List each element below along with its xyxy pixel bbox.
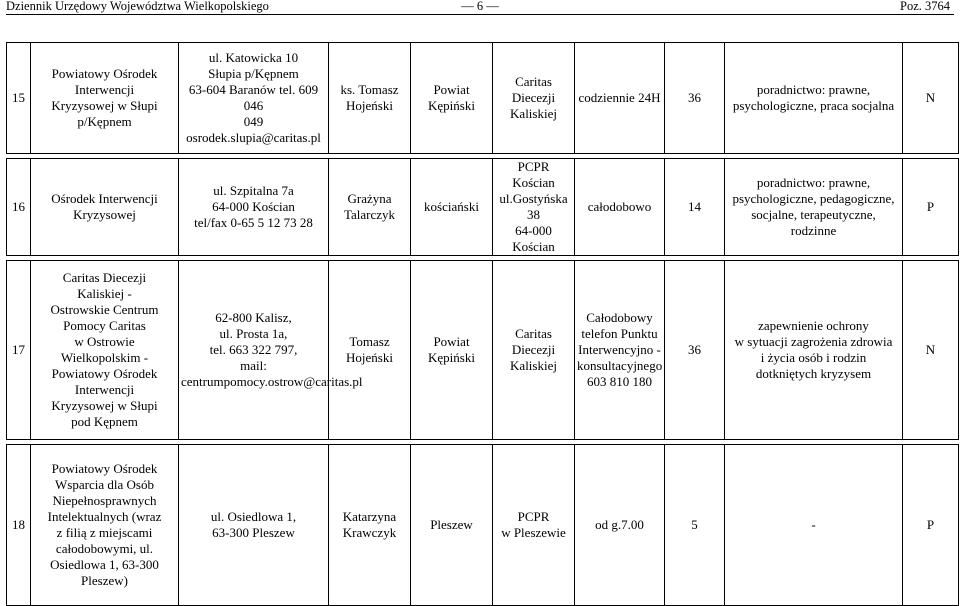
page-header <box>6 0 954 15</box>
opening-hours-cell: Całodobowy telefon Punktu Interwencyjno - konsultacyjnego 603 810 180 <box>575 261 665 440</box>
opening-hours-cell: całodobowo <box>575 159 665 256</box>
journal-title: Dziennik Urzędowy Województwa Wielkopolskiego <box>6 0 269 13</box>
facility-name-cell: Powiatowy Ośrodek Wsparcia dla Osób Niepełnosprawnych Intelektualnych (wraz z filią z miejscami całodobowymi, ul. Osiedlowa 1, 63-300 Pleszew) <box>31 445 179 606</box>
contact-person-cell: Tomasz Hojeński <box>329 261 411 440</box>
service-area-cell: Powiat Kępiński <box>411 43 493 154</box>
table-body <box>7 43 959 606</box>
contact-person-cell: Katarzyna Krawczyk <box>329 445 411 606</box>
position-number: Poz. 3764 <box>900 0 950 13</box>
services-cell: poradnictwo: prawne, psychologiczne, pedagogiczne, socjalne, terapeutyczne, rodzinne <box>725 159 903 256</box>
facility-type-cell: P <box>903 159 959 256</box>
contact-person-cell: Grażyna Talarczyk <box>329 159 411 256</box>
facility-name-cell: Caritas Diecezji Kaliskiej - Ostrowskie Centrum Pomocy Caritas w Ostrowie Wielkopolskim - Powiatowy Ośrodek Interwencji Kryzysowej w Słupi pod Kępnem <box>31 261 179 440</box>
row-number-cell: 16 <box>7 159 31 256</box>
facility-address-cell: ul. Szpitalna 7a 64-000 Kościan tel/fax 0-65 5 12 73 28 <box>179 159 329 256</box>
operator-cell: Caritas Diecezji Kaliskiej <box>493 43 575 154</box>
service-area-cell: kościański <box>411 159 493 256</box>
contact-person-cell: ks. Tomasz Hojeński <box>329 43 411 154</box>
table-row <box>7 261 959 440</box>
table-row <box>7 445 959 606</box>
row-number-cell: 18 <box>7 445 31 606</box>
operator-cell: PCPR Kościan ul.Gostyńska 38 64-000 Kościan <box>493 159 575 256</box>
facility-type-cell: N <box>903 261 959 440</box>
places-count-cell: 5 <box>665 445 725 606</box>
opening-hours-cell: codziennie 24H <box>575 43 665 154</box>
facility-type-cell: N <box>903 43 959 154</box>
table-row <box>7 159 959 256</box>
facility-name-cell: Ośrodek Interwencji Kryzysowej <box>31 159 179 256</box>
facility-address-cell: ul. Katowicka 10 Słupia p/Kępnem 63-604 Baranów tel. 609 046 049 osrodek.slupia@caritas.pl <box>179 43 329 154</box>
page-number: — 6 — <box>461 0 499 13</box>
service-area-cell: Powiat Kępiński <box>411 261 493 440</box>
operator-cell: Caritas Diecezji Kaliskiej <box>493 261 575 440</box>
facility-address-cell: ul. Osiedlowa 1, 63-300 Pleszew <box>179 445 329 606</box>
services-cell: - <box>725 445 903 606</box>
row-number-cell: 17 <box>7 261 31 440</box>
table-row <box>7 43 959 154</box>
places-count-cell: 36 <box>665 261 725 440</box>
places-count-cell: 14 <box>665 159 725 256</box>
facility-address-cell: 62-800 Kalisz, ul. Prosta 1a, tel. 663 322 797, mail: centrumpomocy.ostrow@caritas.pl <box>179 261 329 440</box>
facilities-table <box>6 42 959 606</box>
facility-type-cell: P <box>903 445 959 606</box>
operator-cell: PCPR w Pleszewie <box>493 445 575 606</box>
places-count-cell: 36 <box>665 43 725 154</box>
facility-name-cell: Powiatowy Ośrodek Interwencji Kryzysowej w Słupi p/Kępnem <box>31 43 179 154</box>
row-number-cell: 15 <box>7 43 31 154</box>
services-cell: zapewnienie ochrony w sytuacji zagrożenia zdrowia i życia osób i rodzin dotkniętych kryzysem <box>725 261 903 440</box>
opening-hours-cell: od g.7.00 <box>575 445 665 606</box>
services-cell: poradnictwo: prawne, psychologiczne, praca socjalna <box>725 43 903 154</box>
service-area-cell: Pleszew <box>411 445 493 606</box>
